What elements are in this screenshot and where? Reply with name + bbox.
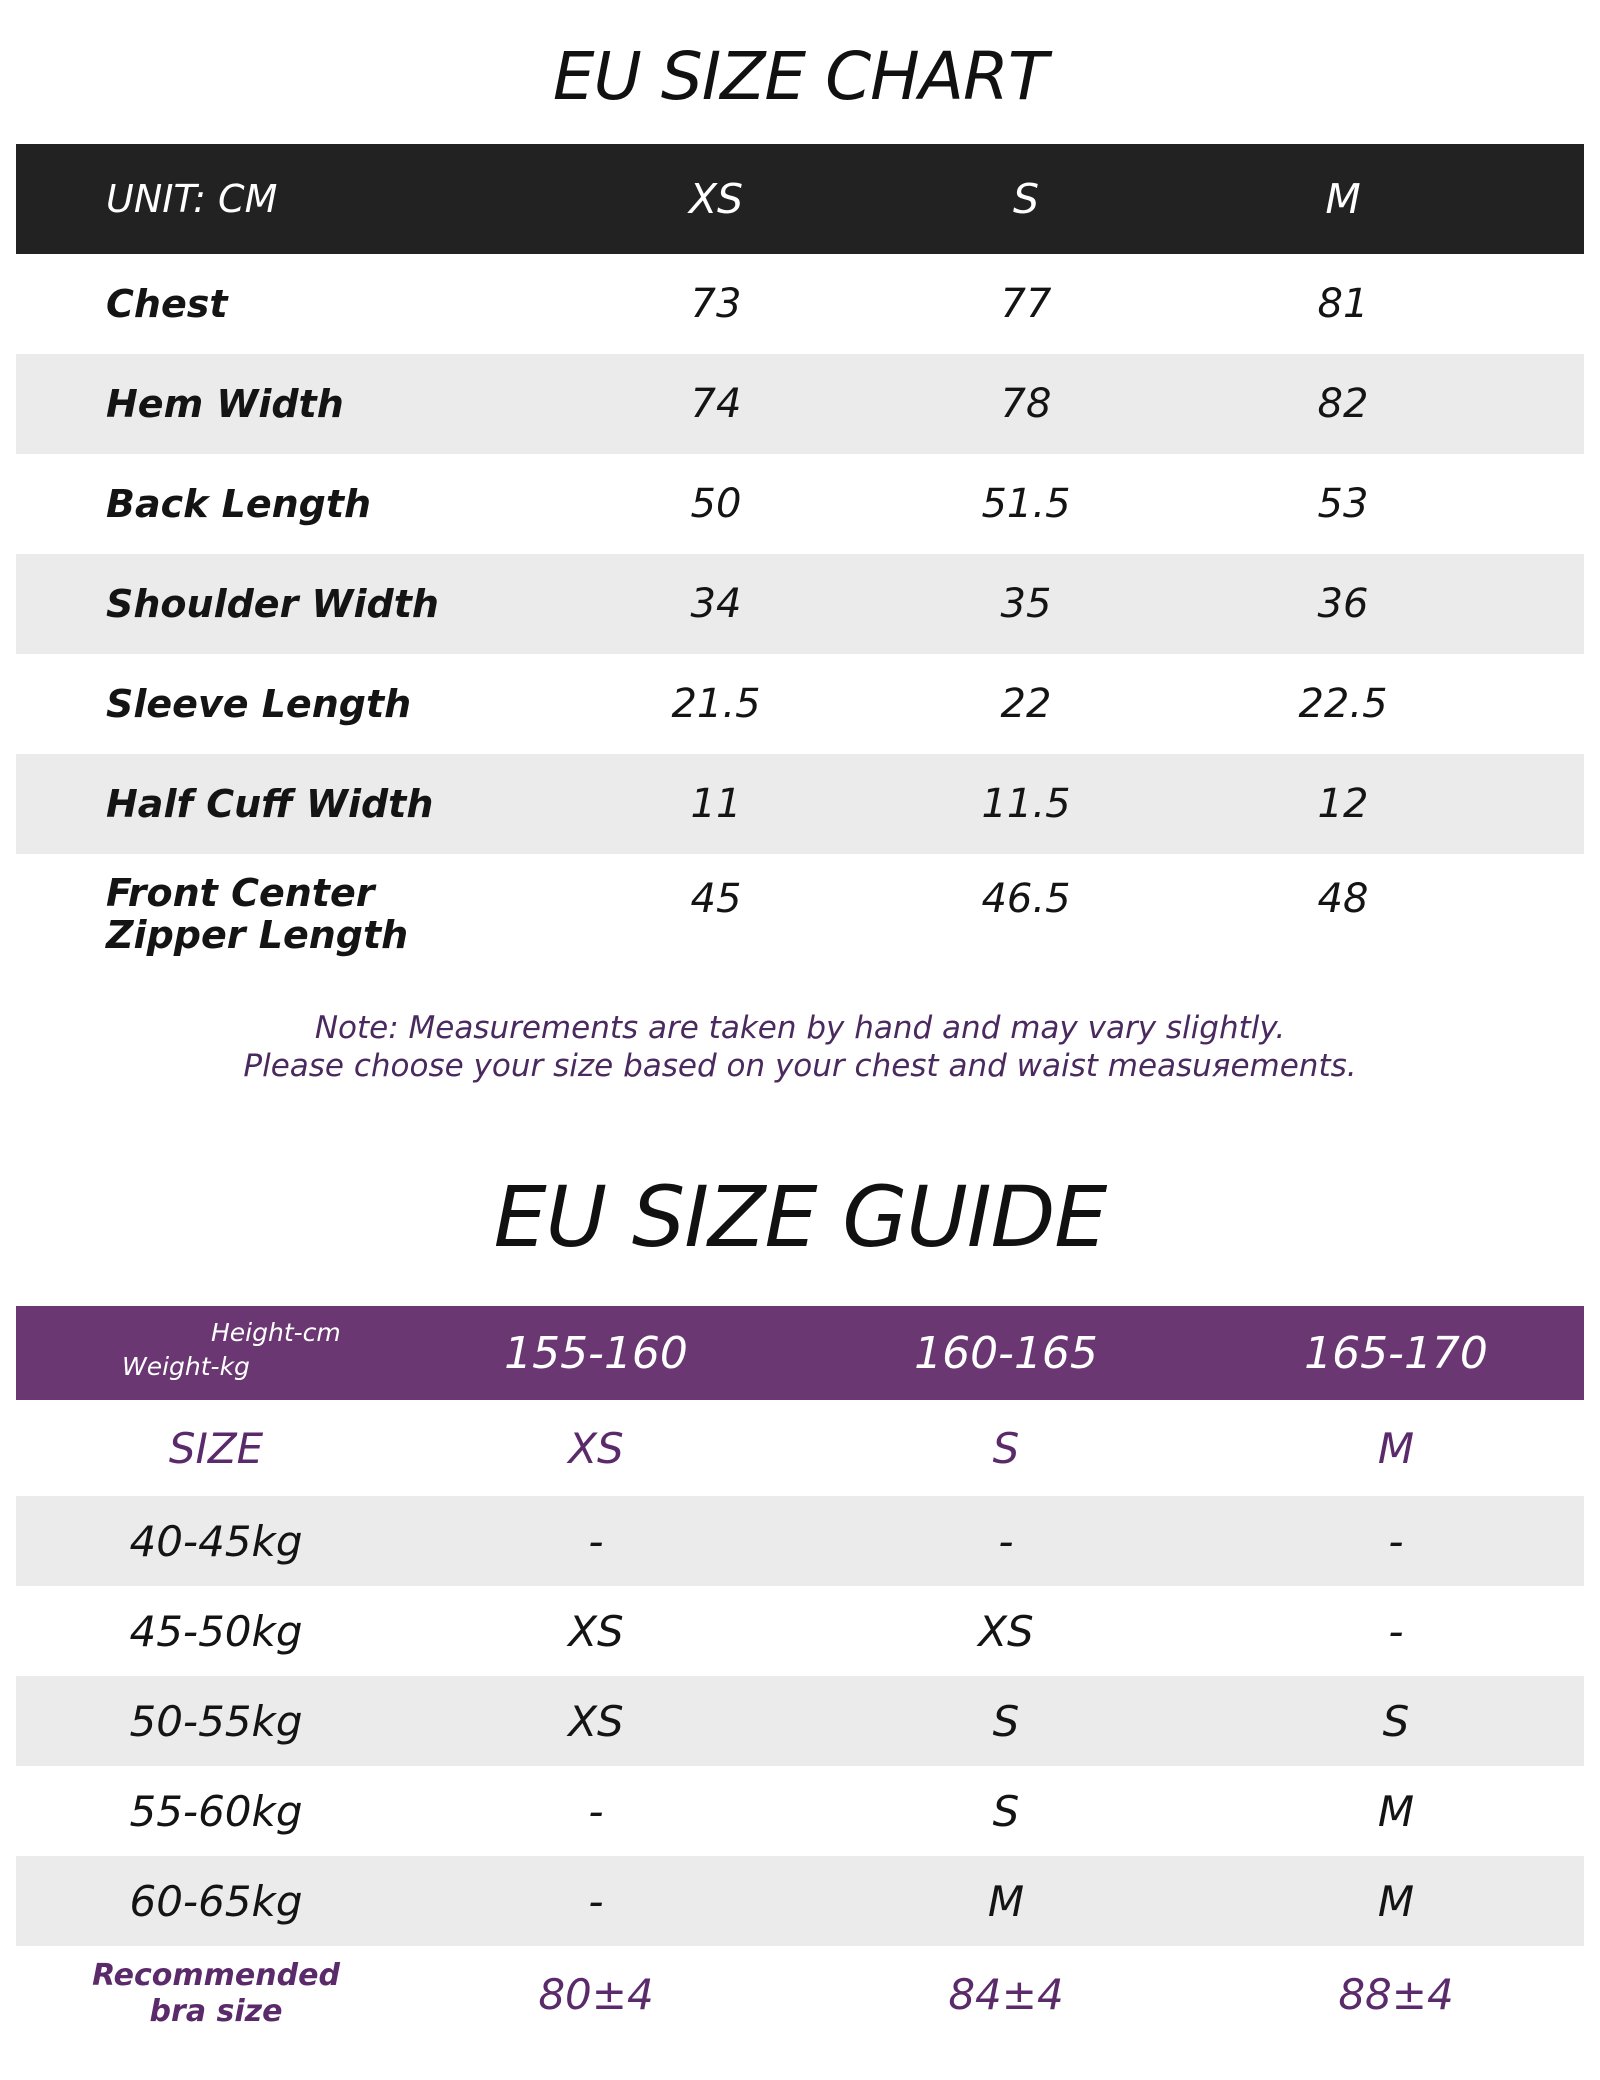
row-label: Sleeve Length: [106, 682, 412, 726]
weight-label: 45-50kg: [129, 1606, 303, 1656]
cell-value: 73: [690, 281, 742, 327]
header-size-xs: XS: [688, 175, 744, 223]
cell-value: M: [987, 1876, 1025, 1926]
cell-value: -: [588, 1516, 604, 1566]
cell-value: 34: [690, 581, 742, 627]
cell-value: 50: [690, 481, 742, 527]
cell-value: 48: [1317, 876, 1369, 922]
row-label-line: Front Center: [106, 871, 375, 915]
table-row: [16, 1586, 1584, 1676]
cell-value: 81: [1317, 281, 1369, 327]
table-row: [16, 254, 1584, 354]
row-label: Hem Width: [106, 382, 344, 426]
size-value: M: [1377, 1423, 1415, 1473]
bra-size-value: 88±4: [1338, 1969, 1454, 2019]
weight-label: 60-65kg: [129, 1876, 303, 1926]
cell-value: 22: [1000, 681, 1052, 727]
bra-label-line: bra size: [149, 1994, 283, 2029]
size-guide-table: [16, 1306, 1584, 2042]
bra-size-label: [16, 1946, 416, 2042]
table-row: [16, 654, 1584, 754]
cell-value: -: [1388, 1606, 1404, 1656]
size-guide-header-row: [16, 1306, 1584, 1400]
cell-value: 74: [690, 381, 742, 427]
size-value: S: [992, 1423, 1020, 1473]
height-axis-label: Height-cm: [211, 1318, 341, 1347]
cell-value: 11.5: [981, 781, 1071, 827]
table-row: [16, 454, 1584, 554]
cell-value: 12: [1317, 781, 1369, 827]
table-row: [16, 354, 1584, 454]
header-size-s: S: [1012, 175, 1040, 223]
unit-label: UNIT: CM: [106, 177, 278, 221]
row-label: Back Length: [106, 482, 372, 526]
cell-value: 78: [1000, 381, 1052, 427]
weight-label: 55-60kg: [129, 1786, 303, 1836]
cell-value: 35: [1000, 581, 1052, 627]
header-height-range: 165-170: [1304, 1327, 1488, 1379]
cell-value: XS: [568, 1606, 624, 1656]
table-row: [16, 1676, 1584, 1766]
cell-value: -: [998, 1516, 1014, 1566]
cell-value: S: [992, 1696, 1020, 1746]
cell-value: XS: [568, 1696, 624, 1746]
cell-value: 22.5: [1298, 681, 1388, 727]
table-row: [16, 854, 1584, 974]
bra-size-value: 80±4: [538, 1969, 654, 2019]
cell-value: -: [1388, 1516, 1404, 1566]
cell-value: 45: [690, 876, 742, 922]
row-label: [106, 854, 408, 974]
size-row: [16, 1400, 1584, 1496]
cell-value: -: [588, 1876, 604, 1926]
table-row: [16, 754, 1584, 854]
bra-label-line: Recommended: [92, 1958, 340, 1993]
cell-value: 53: [1317, 481, 1369, 527]
size-chart-table: [16, 144, 1584, 974]
header-height-range: 155-160: [504, 1327, 688, 1379]
size-chart-title: EU SIZE CHART: [552, 38, 1048, 115]
cell-value: S: [992, 1786, 1020, 1836]
cell-value: 51.5: [981, 481, 1071, 527]
cell-value: XS: [978, 1606, 1034, 1656]
header-height-range: 160-165: [914, 1327, 1098, 1379]
cell-value: M: [1377, 1786, 1415, 1836]
row-label: Chest: [106, 282, 228, 326]
cell-value: 77: [1000, 281, 1052, 327]
measurement-note-line1: Note: Measurements are taken by hand and may vary slightly.: [314, 1010, 1286, 1046]
bra-size-value: 84±4: [948, 1969, 1064, 2019]
size-chart-header-row: [16, 144, 1584, 254]
table-row: [16, 554, 1584, 654]
size-label: SIZE: [168, 1423, 264, 1473]
cell-value: 11: [690, 781, 742, 827]
table-row: [16, 1766, 1584, 1856]
bra-size-row: [16, 1946, 1584, 2042]
cell-value: S: [1382, 1696, 1410, 1746]
cell-value: 82: [1317, 381, 1369, 427]
weight-axis-label: Weight-kg: [122, 1352, 250, 1381]
cell-value: 46.5: [981, 876, 1071, 922]
table-row: [16, 1856, 1584, 1946]
row-label: Shoulder Width: [106, 582, 439, 626]
weight-label: 40-45kg: [129, 1516, 303, 1566]
cell-value: -: [588, 1786, 604, 1836]
weight-label: 50-55kg: [129, 1696, 303, 1746]
header-size-m: M: [1325, 175, 1361, 223]
row-label: Half Cuff Width: [106, 782, 434, 826]
size-value: XS: [568, 1423, 624, 1473]
cell-value: 36: [1317, 581, 1369, 627]
measurement-note-line2: Please choose your size based on your chest and waist measuяements.: [243, 1048, 1357, 1084]
size-guide-title: EU SIZE GUIDE: [493, 1168, 1107, 1266]
cell-value: M: [1377, 1876, 1415, 1926]
cell-value: 21.5: [671, 681, 761, 727]
table-row: [16, 1496, 1584, 1586]
row-label-line: Zipper Length: [106, 913, 409, 957]
